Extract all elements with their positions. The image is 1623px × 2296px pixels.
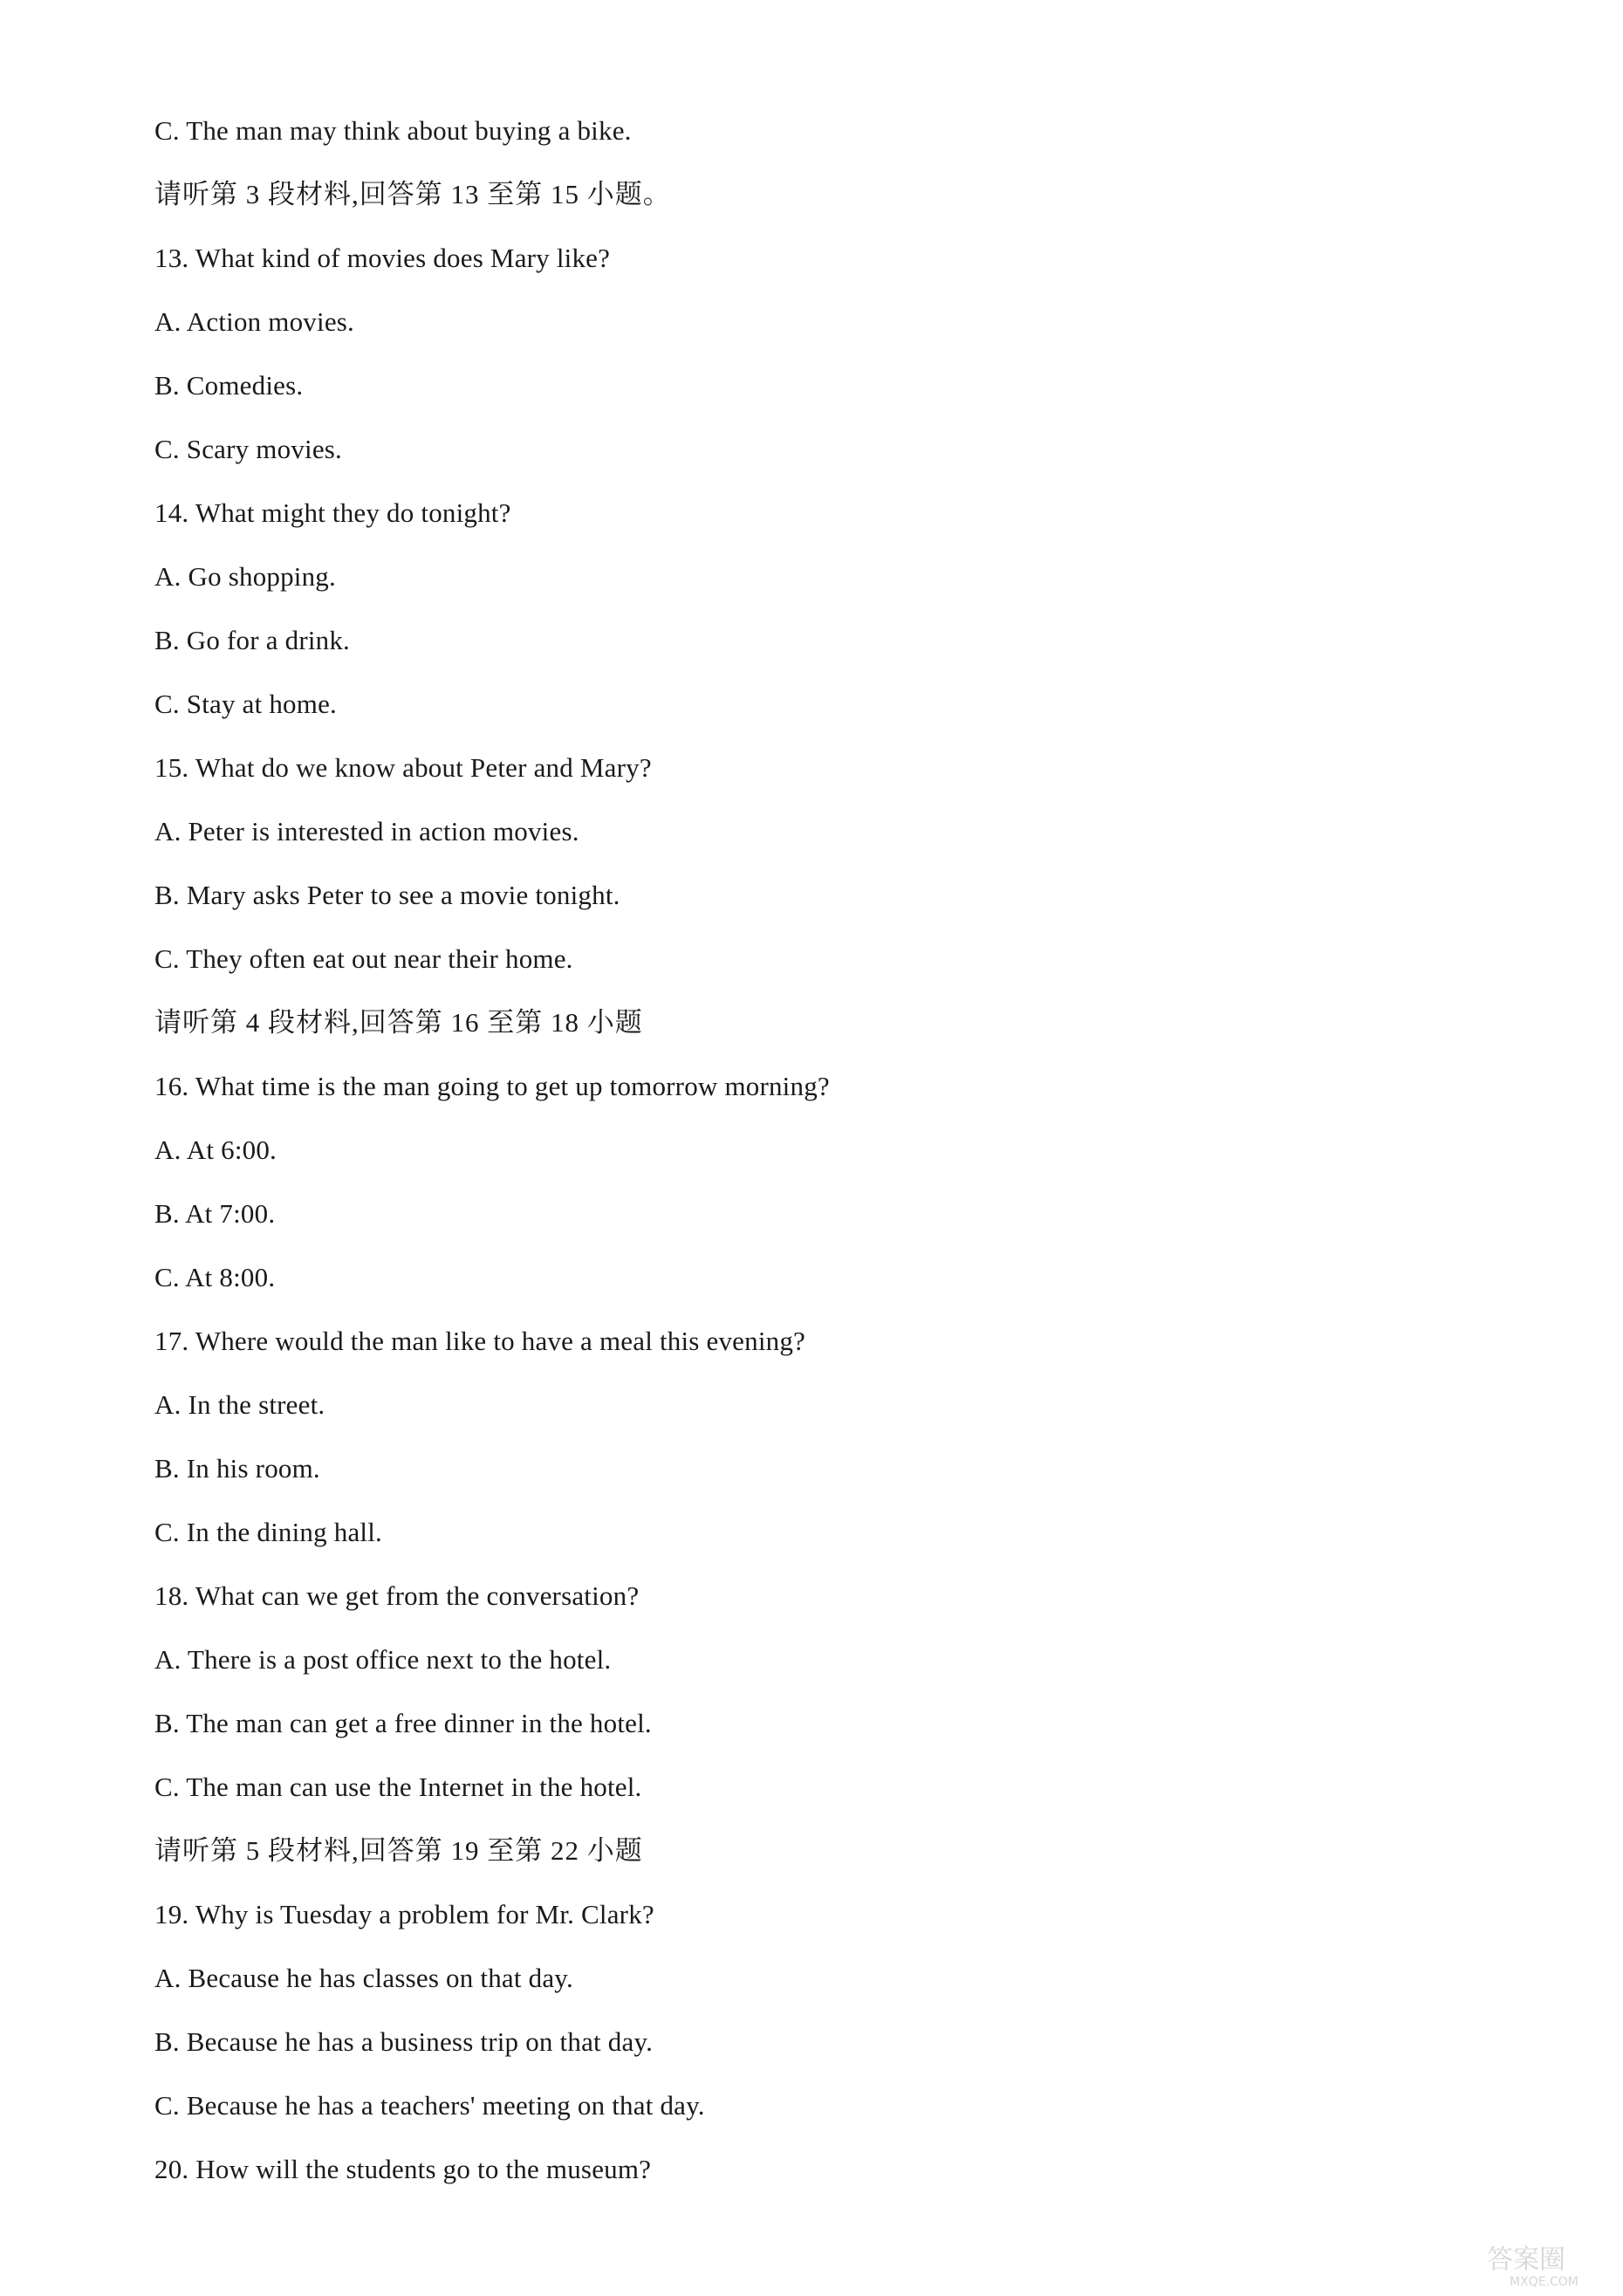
question-14: 14. What might they do tonight? <box>154 497 511 528</box>
option-19c: C. Because he has a teachers' meeting on that day. <box>154 2090 705 2121</box>
option-13b: B. Comedies. <box>154 370 304 401</box>
option-19a: A. Because he has classes on that day. <box>154 1963 573 1993</box>
option-16c: C. At 8:00. <box>154 1262 276 1292</box>
option-19b: B. Because he has a business trip on that day. <box>154 2026 654 2057</box>
section-5-instruction: 请听第 5 段材料,回答第 19 至第 22 小题 <box>154 1835 643 1866</box>
option-18c: C. The man can use the Internet in the hotel. <box>154 1772 642 1802</box>
question-16: 16. What time is the man going to get up tomorrow morning? <box>154 1071 830 1101</box>
question-20: 20. How will the students go to the museum? <box>154 2154 652 2184</box>
option-14b: B. Go for a drink. <box>154 625 351 655</box>
option-15a: A. Peter is interested in action movies. <box>154 816 579 846</box>
watermark-logo <box>1480 2237 1611 2291</box>
watermark-text-top: 答案圈 <box>1487 2245 1565 2275</box>
question-13: 13. What kind of movies does Mary like? <box>154 243 611 273</box>
option-16b: B. At 7:00. <box>154 1198 276 1229</box>
option-15c: C. They often eat out near their home. <box>154 943 573 974</box>
option-15b: B. Mary asks Peter to see a movie tonight. <box>154 880 620 910</box>
option-13c: C. Scary movies. <box>154 434 343 464</box>
question-19: 19. Why is Tuesday a problem for Mr. Clark? <box>154 1899 654 1929</box>
option-14a: A. Go shopping. <box>154 561 336 592</box>
option-18b: B. The man can get a free dinner in the hotel. <box>154 1708 652 1738</box>
watermark-text-bottom: MXQE.COM <box>1510 2275 1578 2289</box>
section-4-instruction: 请听第 4 段材料,回答第 16 至第 18 小题 <box>154 1007 643 1038</box>
option-12c: C. The man may think about buying a bike. <box>154 115 632 146</box>
section-3-instruction: 请听第 3 段材料,回答第 13 至第 15 小题。 <box>154 179 671 209</box>
option-18a: A. There is a post office next to the hotel. <box>154 1644 612 1675</box>
question-18: 18. What can we get from the conversation? <box>154 1580 640 1611</box>
option-14c: C. Stay at home. <box>154 689 337 719</box>
option-13a: A. Action movies. <box>154 306 354 337</box>
option-17b: B. In his room. <box>154 1453 320 1484</box>
question-17: 17. Where would the man like to have a meal this evening? <box>154 1326 805 1356</box>
option-17c: C. In the dining hall. <box>154 1517 382 1547</box>
question-15: 15. What do we know about Peter and Mary? <box>154 752 652 783</box>
option-16a: A. At 6:00. <box>154 1134 277 1165</box>
option-17a: A. In the street. <box>154 1389 325 1420</box>
